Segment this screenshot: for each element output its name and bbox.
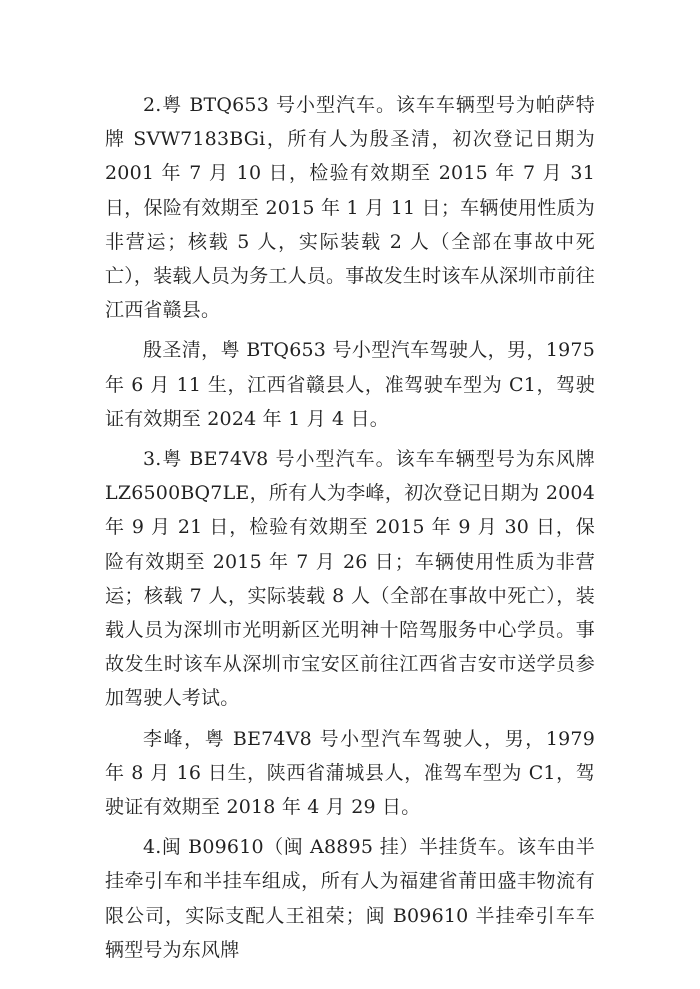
paragraph-vehicle-3: 3.粤 BE74V8 号小型汽车。该车车辆型号为东风牌 LZ6500BQ7LE，所有人为李峰，初次登记日期为 2004 年 9 月 21 日，检验有效期至 2015 年 9 月 30 日，保险有效期至 2015 年 7 月 26 日；车辆使用性质为非营运；核载 7 人，实际装载 8 人（全部在事故中死亡），装载人员为深圳市光明新区光明神十陪驾服务中心学员。事故发生时该车从深圳市宝安区前往江西省吉安市送学员参加驾驶人考试。 [105, 448, 595, 710]
document-body [105, 88, 595, 967]
paragraph-vehicle-2: 2.粤 BTQ653 号小型汽车。该车车辆型号为帕萨特牌 SVW7183BGi，所有人为殷圣清，初次登记日期为 2001 年 7 月 10 日，检验有效期至 2015 年 7 月 31 日，保险有效期至 2015 年 1 月 11 日；车辆使用性质为非营运；核载 5 人，实际装载 2 人（全部在事故中死亡），装载人员为务工人员。事故发生时该车从深圳市前往江西省赣县。 [105, 94, 595, 322]
paragraph-vehicle-4: 4.闽 B09610（闽 A8895 挂）半挂货车。该车由半挂牵引车和半挂车组成，所有人为福建省莆田盛丰物流有限公司，实际支配人王祖荣；闽 B09610 半挂牵引车车辆型号为东风牌 [105, 836, 595, 961]
paragraph-driver-3: 李峰，粤 BE74V8 号小型汽车驾驶人，男，1979 年 8 月 16 日生，陕西省蒲城县人，准驾车型为 C1，驾驶证有效期至 2018 年 4 月 29 日。 [105, 727, 595, 819]
paragraph-driver-2: 殷圣清，粤 BTQ653 号小型汽车驾驶人，男，1975 年 6 月 11 生，江西省赣县人，准驾驶车型为 C1，驾驶证有效期至 2024 年 1 月 4 日。 [105, 339, 595, 430]
